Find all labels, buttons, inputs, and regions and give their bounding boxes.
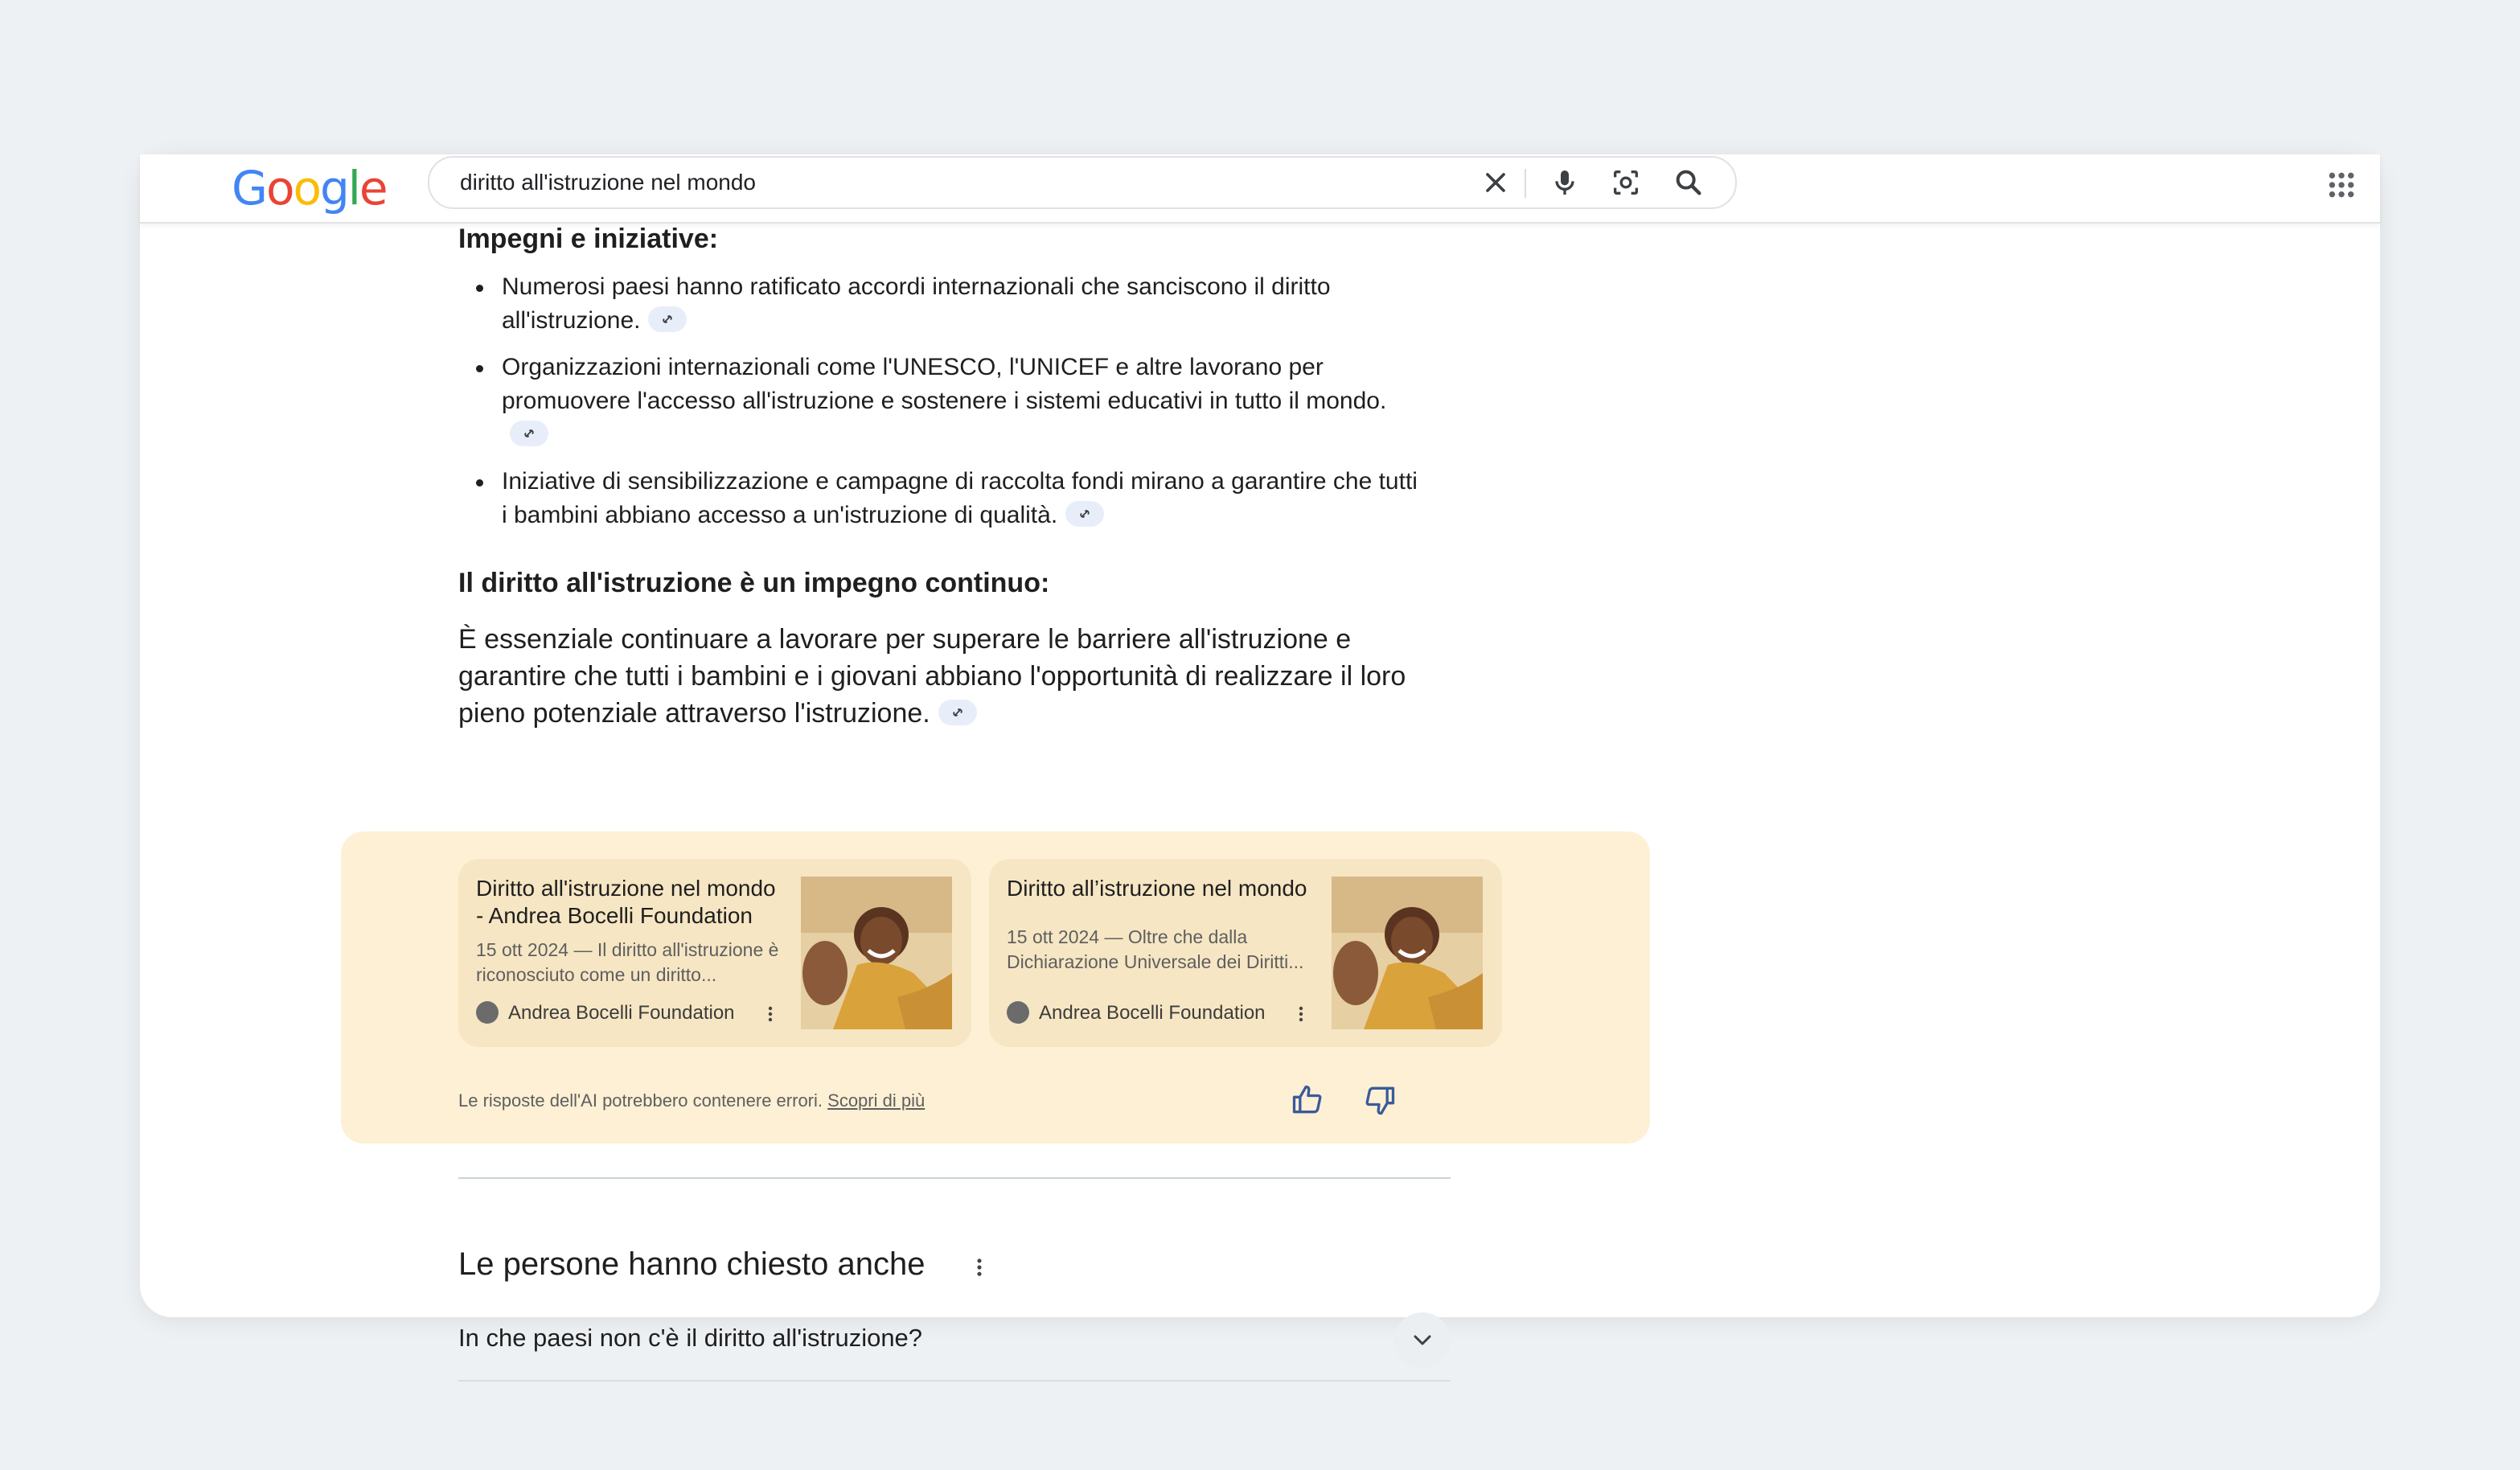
logo-letter: g	[319, 161, 348, 216]
people-also-ask-title: Le persone hanno chiesto anche	[458, 1246, 926, 1282]
search-box[interactable]	[428, 156, 1737, 209]
source-card-site	[476, 999, 735, 1028]
source-link-button[interactable]	[648, 306, 687, 332]
source-cards-carousel[interactable]	[458, 859, 1451, 1047]
link-icon	[659, 312, 676, 326]
close-icon[interactable]	[1480, 166, 1512, 199]
link-icon	[520, 426, 538, 441]
source-card-site	[1007, 999, 1266, 1028]
source-card-snippet: 15 ott 2024 — Il diritto all'istruzione è riconosciuto come un diritto...	[476, 939, 779, 985]
more-options-icon[interactable]	[968, 1253, 991, 1282]
list-item-text: Iniziative di sensibilizzazione e campagne di raccolta fondi mirano a garantire che tutti i bambini abbiano accesso a un'istruzione di qualità.	[502, 468, 1418, 528]
list-item-text: Numerosi paesi hanno ratificato accordi internazionali che sanciscono il diritto all'istruzione.	[502, 273, 1331, 334]
logo-letter: o	[265, 161, 293, 216]
camera-lens-icon[interactable]	[1610, 166, 1642, 199]
source-card-snippet: 15 ott 2024 — Oltre che dalla Dichiarazione Universale dei Diritti...	[1007, 926, 1304, 972]
source-link-button[interactable]	[510, 421, 548, 446]
source-thumbnail[interactable]	[1332, 877, 1483, 1029]
google-logo[interactable]	[232, 154, 387, 222]
source-card-title[interactable]: Diritto all'istruzione nel mondo - Andrea Bocelli Foundation	[476, 876, 776, 928]
site-favicon-icon	[1007, 1001, 1029, 1024]
mic-icon[interactable]	[1549, 166, 1581, 199]
source-card[interactable]	[458, 859, 971, 1047]
source-link-button[interactable]	[938, 700, 977, 725]
section-heading: Il diritto all'istruzione è un impegno continuo:	[458, 568, 1050, 598]
more-options-icon[interactable]	[1291, 1004, 1311, 1024]
list-item	[458, 270, 1423, 338]
source-card-title[interactable]: Diritto all’istruzione nel mondo	[1007, 876, 1307, 901]
browser-window	[140, 154, 2380, 1352]
search-header	[140, 154, 2380, 224]
source-card[interactable]	[989, 859, 1502, 1047]
logo-letter: G	[232, 161, 266, 216]
ai-disclaimer	[458, 1090, 925, 1111]
source-link-button[interactable]	[1065, 501, 1104, 527]
learn-more-link[interactable]: Scopri di più	[827, 1090, 926, 1111]
section-heading: Impegni e iniziative:	[458, 224, 719, 254]
apps-grid-icon[interactable]	[2325, 169, 2358, 201]
section-divider	[458, 1177, 1451, 1179]
logo-letter: l	[347, 161, 359, 216]
source-thumbnail[interactable]	[801, 877, 952, 1029]
source-site-name: Andrea Bocelli Foundation	[1039, 1002, 1266, 1024]
logo-letter: e	[359, 161, 387, 216]
link-icon	[949, 705, 967, 720]
site-favicon-icon	[476, 1001, 499, 1024]
list-item	[458, 351, 1423, 452]
initiatives-list	[458, 270, 1423, 545]
link-icon	[1076, 507, 1094, 521]
list-item-text: Organizzazioni internazionali come l'UNESCO, l'UNICEF e altre lavorano per promuovere l'accesso all'istruzione e sostenere i sistemi educativi in tutto il mondo.	[502, 354, 1387, 414]
ai-sources-panel	[341, 831, 1650, 1144]
expand-question-button[interactable]	[1394, 1312, 1451, 1369]
chevron-down-icon	[1394, 1312, 1451, 1369]
question-divider	[458, 1380, 1451, 1382]
search-input[interactable]: diritto all'istruzione nel mondo	[460, 170, 756, 195]
overview-paragraph	[458, 621, 1439, 732]
thumbs-up-icon[interactable]	[1290, 1082, 1325, 1118]
paragraph-text: È essenziale continuare a lavorare per superare le barriere all'istruzione e garantire che tutti i bambini e i giovani abbiano l'opportunità di realizzare il loro pieno potenziale attraverso l'istruzione.	[458, 624, 1406, 729]
list-item	[458, 465, 1423, 532]
logo-letter: o	[293, 161, 320, 216]
related-question[interactable]: In che paesi non c'è il diritto all'istruzione?	[458, 1324, 923, 1352]
search-icon[interactable]	[1672, 166, 1705, 199]
more-options-icon[interactable]	[761, 1004, 780, 1024]
thumbs-down-icon[interactable]	[1362, 1082, 1397, 1118]
disclaimer-text: Le risposte dell'AI potrebbero contenere errori.	[458, 1090, 823, 1111]
source-site-name: Andrea Bocelli Foundation	[508, 1002, 735, 1024]
search-divider	[1525, 169, 1526, 198]
